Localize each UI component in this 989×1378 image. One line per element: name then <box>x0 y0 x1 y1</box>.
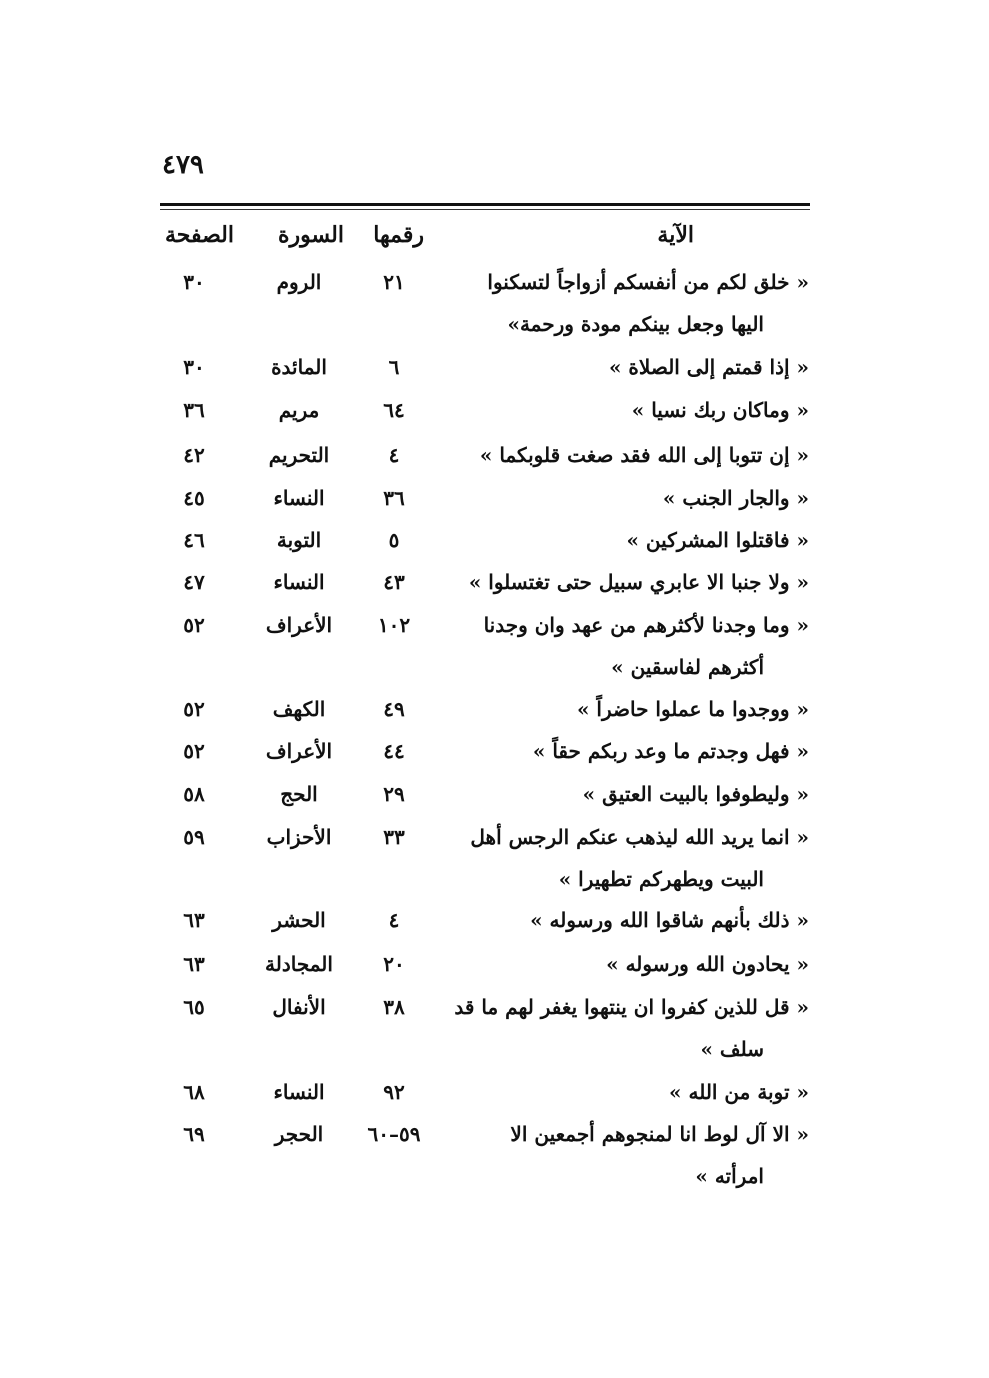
surah-name: النساء <box>273 570 325 594</box>
page-reference: ٦٣ <box>183 952 205 976</box>
verse-text: « انما يريد الله ليذهب عنكم الرجس أهل <box>470 825 809 849</box>
table-row <box>0 486 989 528</box>
table-row <box>0 782 989 824</box>
page-reference: ٤٦ <box>183 528 205 552</box>
table-row <box>0 398 989 440</box>
table-row <box>0 952 989 994</box>
page-number: ٤٧٩ <box>162 150 204 180</box>
verse-text: « ووجدوا ما عملوا حاضراً » <box>576 697 809 721</box>
verse-number: ٩٢ <box>383 1080 405 1104</box>
page-reference: ٤٥ <box>183 486 205 510</box>
verse-number: ٢٠ <box>383 952 405 976</box>
surah-name: النساء <box>273 1080 325 1104</box>
verse-text-continued: امرأته » <box>695 1164 764 1188</box>
table-row <box>0 1122 989 1188</box>
table-row <box>0 697 989 739</box>
surah-name: الأعراف <box>265 613 333 637</box>
verse-text: « ولا جنبا الا عابري سبيل حتى تغتسلوا » <box>468 570 809 594</box>
surah-name: المجادلة <box>265 952 333 976</box>
surah-name: النساء <box>273 486 325 510</box>
page-reference: ٦٩ <box>183 1122 205 1146</box>
surah-name: التحريم <box>268 443 330 467</box>
page-reference: ٥٩ <box>183 825 205 849</box>
verse-text-continued: اليها وجعل بينكم مودة ورحمة» <box>507 312 764 336</box>
verse-number: ٢١ <box>383 270 405 294</box>
table-row <box>0 825 989 891</box>
verse-number: ٣٦ <box>383 486 405 510</box>
surah-name: الحجر <box>274 1122 324 1146</box>
verse-number: ٦٤ <box>383 398 405 422</box>
page-reference: ٤٧ <box>183 570 205 594</box>
verse-text: « فاقتلوا المشركين » <box>626 528 809 552</box>
verse-text: « والجار الجنب » <box>662 486 809 510</box>
page-reference: ٣٠ <box>183 270 205 294</box>
verse-text: « إذا قمتم إلى الصلاة » <box>608 355 809 379</box>
surah-name: مريم <box>278 398 320 422</box>
verse-number: ٣٣ <box>383 825 405 849</box>
table-row <box>0 528 989 570</box>
verse-text-continued: سلف » <box>700 1037 764 1061</box>
table-row <box>0 570 989 612</box>
surah-name: الروم <box>276 270 322 294</box>
verse-text: « وليطوفوا بالبيت العتيق » <box>582 782 809 806</box>
header-surah: السورة <box>278 222 344 248</box>
header-rule-thin <box>160 209 810 210</box>
verse-number: ٤٣ <box>383 570 405 594</box>
page-reference: ٦٨ <box>183 1080 205 1104</box>
surah-name: الحج <box>280 782 318 806</box>
surah-name: الحشر <box>272 908 326 932</box>
verse-number: ٤٤ <box>383 739 405 763</box>
verse-text-continued: البيت ويطهركم تطهيرا » <box>558 867 764 891</box>
surah-name: المائدة <box>271 355 327 379</box>
verse-text: « الا آل لوط انا لمنجوهم أجمعين الا <box>510 1122 809 1146</box>
verse-number: ٤٩ <box>383 697 405 721</box>
surah-name: التوبة <box>276 528 322 552</box>
verse-number: ٦ <box>388 355 400 379</box>
page-reference: ٥٢ <box>183 613 205 637</box>
header-page: الصفحة <box>164 222 234 248</box>
header-verse: الآية <box>657 222 694 248</box>
table-row <box>0 995 989 1061</box>
verse-text: « ذلك بأنهم شاقوا الله ورسوله » <box>530 908 809 932</box>
verse-number: ٤ <box>388 443 400 467</box>
page-reference: ٦٥ <box>183 995 205 1019</box>
table-row <box>0 613 989 679</box>
verse-text: « إن تتوبا إلى الله فقد صغت قلوبكما » <box>479 443 809 467</box>
verse-text: « وما وجدنا لأكثرهم من عهد وان وجدنا <box>483 613 809 637</box>
verse-number: ٤ <box>388 908 400 932</box>
verse-number: ٣٨ <box>383 995 405 1019</box>
table-row <box>0 908 989 950</box>
page-reference: ٣٠ <box>183 355 205 379</box>
table-row <box>0 443 989 485</box>
verse-text: « يحادون الله ورسوله » <box>606 952 809 976</box>
page-reference: ٦٣ <box>183 908 205 932</box>
table-row <box>0 1080 989 1122</box>
page-reference: ٥٢ <box>183 739 205 763</box>
table-row <box>0 355 989 397</box>
page-reference: ٤٢ <box>183 443 205 467</box>
verse-text-continued: أكثرهم لفاسقين » <box>611 655 764 679</box>
surah-name: الأعراف <box>265 739 333 763</box>
header-number: رقمها <box>373 222 424 248</box>
verse-text: « توبة من الله » <box>669 1080 809 1104</box>
verse-number: ٢٩ <box>383 782 405 806</box>
table-row <box>0 739 989 781</box>
verse-number: ٥٩–٦٠ <box>367 1122 421 1146</box>
page-reference: ٣٦ <box>183 398 205 422</box>
verse-text: « قل للذين كفروا ان ينتهوا يغفر لهم ما قد <box>454 995 809 1019</box>
verse-number: ٥ <box>388 528 400 552</box>
verse-text: « فهل وجدتم ما وعد ربكم حقاً » <box>532 739 809 763</box>
page-reference: ٥٨ <box>183 782 205 806</box>
verse-number: ١٠٢ <box>377 613 411 637</box>
verse-text: « خلق لكم من أنفسكم أزواجاً لتسكنوا <box>487 270 809 294</box>
surah-name: الأنفال <box>272 995 326 1019</box>
verse-text: « وماكان ربك نسيا » <box>631 398 809 422</box>
header-rule <box>160 203 810 206</box>
surah-name: الأحزاب <box>266 825 332 849</box>
table-row <box>0 270 989 336</box>
page-reference: ٥٢ <box>183 697 205 721</box>
surah-name: الكهف <box>272 697 326 721</box>
